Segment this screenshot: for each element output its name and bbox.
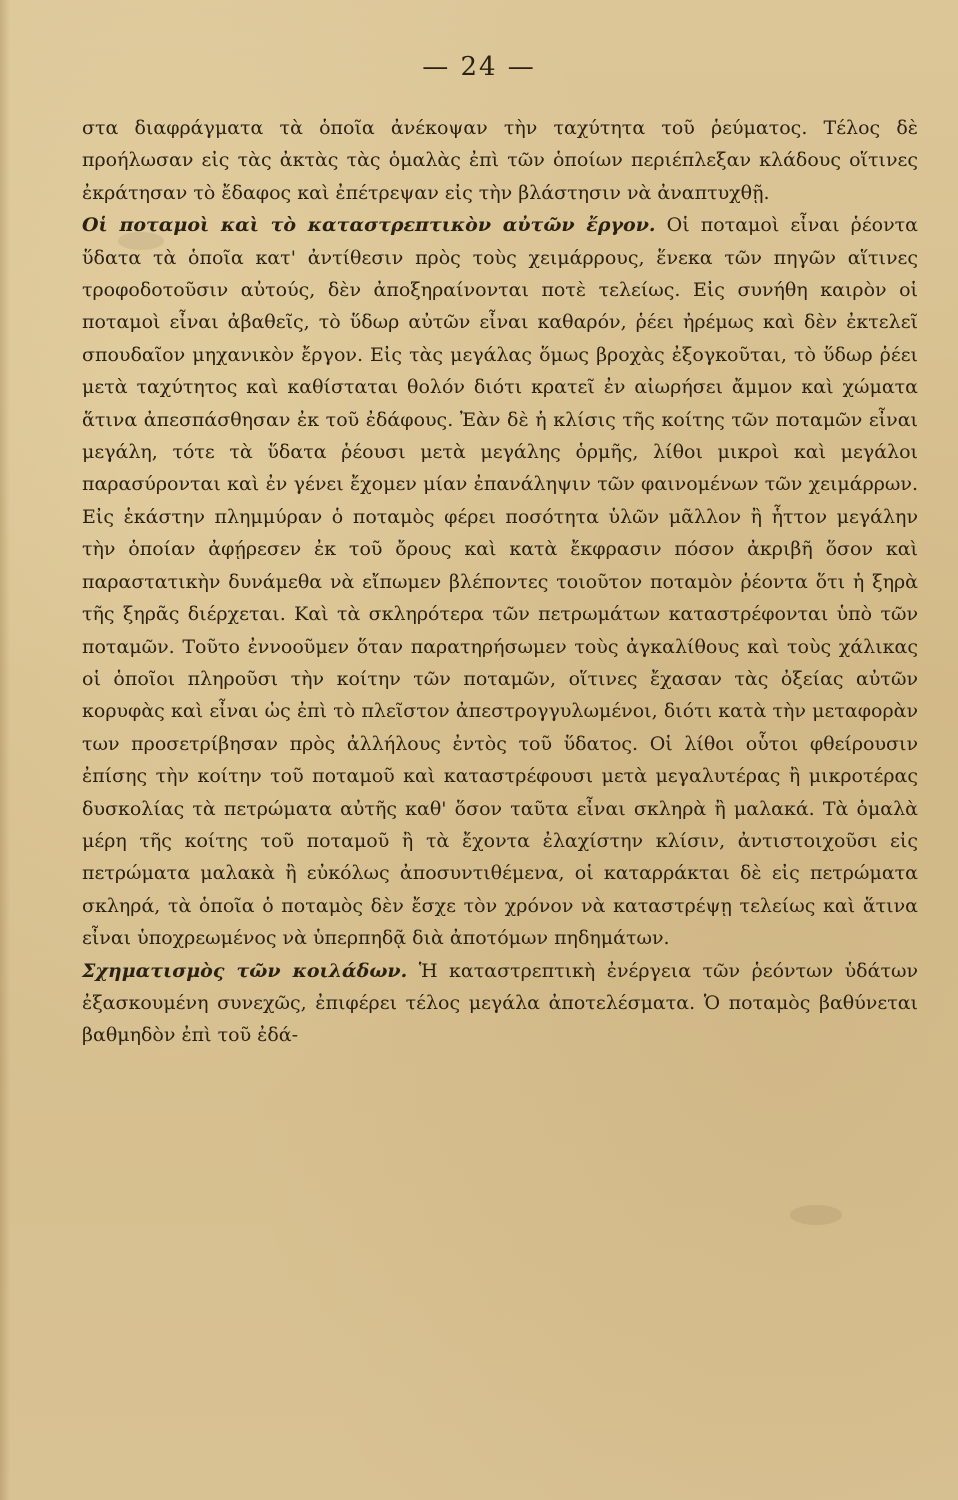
- page-number: — 24 —: [422, 52, 536, 82]
- paragraph-2-text: Οἱ ποταμοὶ εἶναι ῥέοντα ὕδατα τὰ ὁποῖα κατ' ἀντίθεσιν πρὸς τοὺς χειμάρρους, ἕνεκα τῶν πηγῶν αἵτινες τροφοδοτοῦσιν αὐτούς, δὲν ἀποξηραίνονται ποτὲ τελείως. Εἰς συνήθη καιρὸν οἱ ποταμοὶ εἶναι ἀβαθεῖς, τὸ ὕδωρ αὐτῶν εἶναι καθαρόν, ῥέει ἠρέμως καὶ δὲν ἐκτελεῖ σπουδαῖον μηχανικὸν ἔργον. Εἰς τὰς μεγάλας ὅμως βροχὰς ἐξογκοῦται, τὸ ὕδωρ ῥέει μετὰ ταχύτητος καὶ καθίσταται θολόν διότι κρατεῖ ἐν αἰωρήσει ἄμμον καὶ χώματα ἅτινα ἀπεσπάσθησαν ἐκ τοῦ ἐδάφους. Ἐὰν δὲ ἡ κλίσις τῆς κοίτης τῶν ποταμῶν εἶναι μεγάλη, τότε τὰ ὕδατα ῥέουσι μετὰ μεγάλης ὁρμῆς, λίθοι μικροὶ καὶ μεγάλοι παρασύρονται καὶ ἐν γένει ἔχομεν μίαν ἐπανάληψιν τῶν φαινομένων τῶν χειμάρρων. Εἰς ἑκάστην πλημμύραν ὁ ποταμὸς φέρει ποσότητα ὑλῶν μᾶλλον ἢ ἧττον μεγάλην τὴν ὁποίαν ἀφῄρεσεν ἐκ τοῦ ὄρους καὶ κατὰ ἔκφρασιν πόσον ἀκριβῆ ὅσον καὶ παραστατικὴν δυνάμεθα νὰ εἴπωμεν βλέποντες τοιοῦτον ποταμὸν ῥέοντα ὅτι ἡ ξηρὰ τῆς ξηρᾶς διέρχεται. Καὶ τὰ σκληρότερα τῶν πετρωμάτων καταστρέφονται ὑπὸ τῶν ποταμῶν. Τοῦτο ἐννοοῦμεν ὅταν παρατηρήσωμεν τοὺς ἀγκαλίθους καὶ τοὺς χάλικας οἱ ὁποῖοι πληροῦσι τὴν κοίτην τῶν ποταμῶν, οἵτινες ἔχασαν τὰς ὀξείας αὐτῶν κορυφὰς καὶ εἶναι ὡς ἐπὶ τὸ πλεῖστον ἀπεστρογγυλωμένοι, διότι κατὰ τὴν μεταφορὰν των προσετρίβησαν πρὸς ἀλλήλους ἐντὸς τοῦ ὕδατος. Οἱ λίθοι οὗτοι φθείρουσιν ἐπίσης τὴν κοίτην τοῦ ποταμοῦ καὶ καταστρέφουσι μετὰ μεγαλυτέρας ἢ μικροτέρας δυσκολίας τὰ πετρώματα αὐτῆς καθ' ὅσον ταῦτα εἶναι σκληρὰ ἢ μαλακά. Τὰ ὁμαλὰ μέρη τῆς κοίτης τοῦ ποταμοῦ ἢ τὰ ἔχοντα ἐλαχίστην κλίσιν, ἀντιστοιχοῦσι εἰς πετρώματα μαλακὰ ἢ εὐκόλως ἀποσυντιθέμενα, οἱ καταρράκται δὲ εἰς πετρώματα σκληρά, τὰ ὁποῖα ὁ ποταμὸς δὲν ἔσχε τὸν χρόνον νὰ καταστρέψῃ τελείως καὶ ἅτινα εἶναι ὑποχρεωμένος νὰ ὑπερπηδᾷ διὰ ἀποτόμων πηδημάτων.: [82, 214, 918, 950]
- paragraph-3-text: Ἡ καταστρεπτικὴ ἐνέργεια τῶν ῥεόντων ὑδάτων ἐξασκουμένη συνεχῶς, ἐπιφέρει τέλος μεγάλα ἀποτελέσματα. Ὁ ποταμὸς βαθύνεται βαθμηδὸν ἐπὶ τοῦ ἐδά-: [82, 959, 918, 1047]
- paragraph-1: [82, 112, 918, 209]
- paper-stain: [790, 1205, 842, 1225]
- paragraph-1-text: στα διαφράγματα τὰ ὁποῖα ἀνέκοψαν τὴν ταχύτητα τοῦ ῥεύματος. Τέλος δὲ προήλωσαν εἰς τὰς ἀκτὰς τὰς ὁμαλὰς ἐπὶ τῶν ὁποίων περιέπλεξαν κλάδους οἵτινες ἐκράτησαν τὸ ἔδαφος καὶ ἐπέτρεψαν εἰς τὴν βλάστησιν νὰ ἀναπτυχθῇ.: [82, 117, 918, 204]
- section-title-rivers: Οἱ ποταμοὶ καὶ τὸ καταστρεπτικὸν αὐτῶν ἔργον.: [82, 214, 656, 237]
- paragraph-2: [82, 209, 918, 954]
- section-title-valleys: Σχηματισμὸς τῶν κοιλάδων.: [82, 959, 408, 982]
- paragraph-3: [82, 955, 918, 1052]
- page-body: [82, 112, 918, 1052]
